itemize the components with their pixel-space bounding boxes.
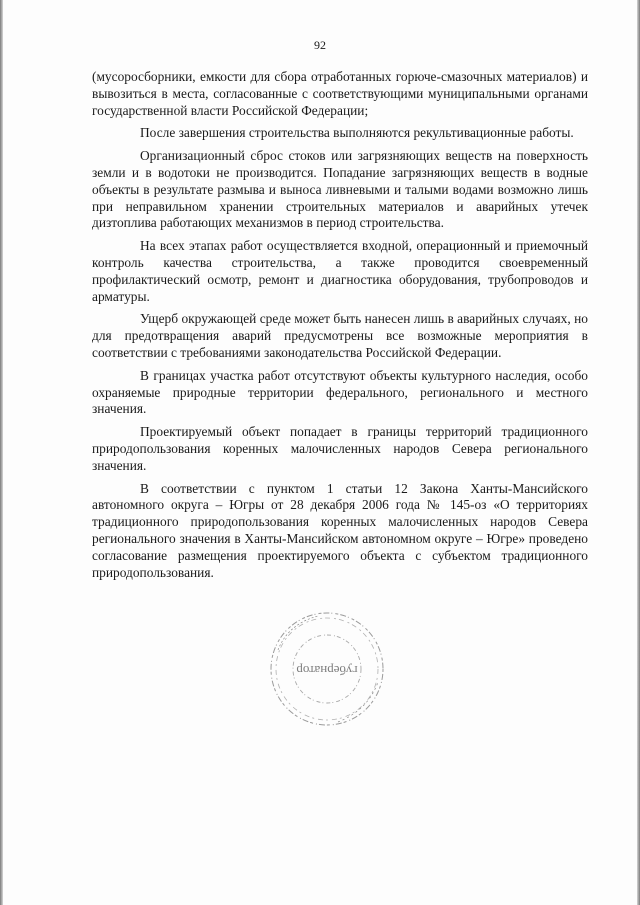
document-body [92,69,588,587]
stamp-text: губернатор [296,663,358,678]
paragraph-damage: Ущерб окружающей среде может быть нанесен лишь в аварийных случаях, но для предотвращения аварий предусмотрены все возможные мероприятия в соответствии с требованиями законодательства Российской Федерации. [92,311,588,360]
paragraph-traditional-territories: Проектируемый объект попадает в границы территорий традиционного природопользования коренных малочисленных народов Севера регионального значения. [92,424,588,473]
page-number: 92 [314,38,326,52]
scan-edge-left [0,0,3,905]
stamp-seal [268,610,386,728]
paragraph-cultural-heritage: В границах участка работ отсутствуют объекты культурного наследия, особо охраняемые природные территории федерального, регионального и местного значения. [92,367,588,417]
paragraph-recultivation: После завершения строительства выполняются рекультивационные работы. [140,125,574,141]
paragraph-quality-control: На всех этапах работ осуществляется входной, операционный и приемочный контроль качества строительства, а также проводится своевременный профилактический осмотр, ремонт и диагностика оборудования, трубопроводов и арматуры. [92,238,588,304]
paragraph-continuation: (мусоросборники, емкости для сбора отработанных горюче-смазочных материалов) и вывозиться в места, согласованные с соответствующими муниципальными органами государственной власти Российской Федерации; [92,69,588,118]
paragraph-discharge: Организационный сброс стоков или загрязняющих веществ на поверхность земли и в водотоки не производится. Попадание загрязняющих веществ в водные объекты в результате размыва и выноса ливневыми и талыми водами возможно лишь при неправильном хранении строительных материалов и аварийных утечек дизтоплива работающих механизмов в период строительства. [92,148,588,231]
paragraph-law-reference: В соответствии с пунктом 1 статьи 12 Закона Ханты-Мансийского автономного округа – Югры от 28 декабря 2006 года № 145-оз «О территориях традиционного природопользования коренных малочисленных народов Севера регионального значения в Ханты-Мансийском автономном округе – Югре» проведено согласование размещения проектируемого объекта с субъектом традиционного природопользования. [92,480,588,580]
